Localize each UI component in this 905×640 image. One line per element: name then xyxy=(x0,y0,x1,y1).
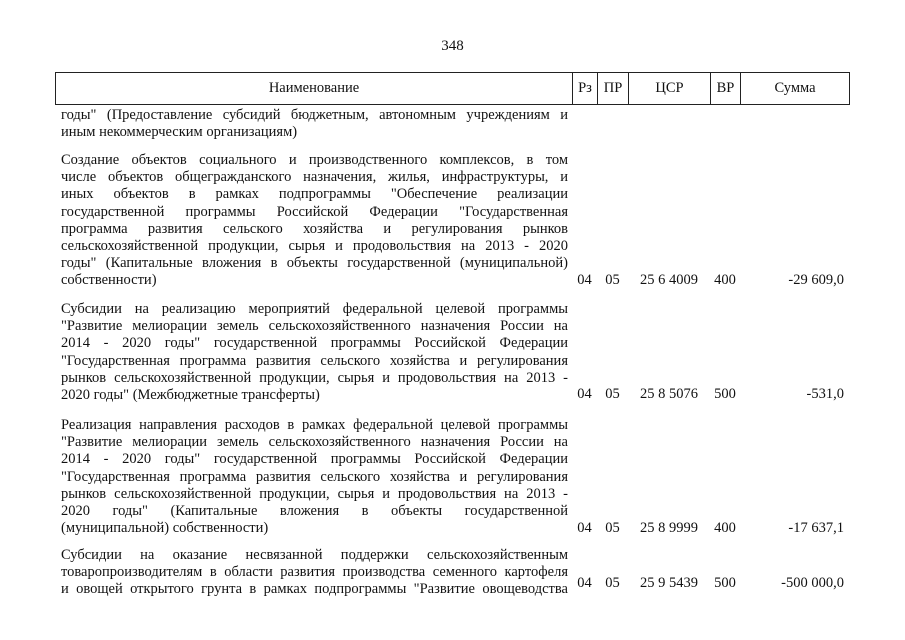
row-line: Реализация направления расходов в рамках федеральной целевой программы xyxy=(61,417,568,433)
row-vr: 500 xyxy=(714,575,736,591)
row-line: и овощей открытого грунта в рамках подпрограммы "Развитие овощеводства xyxy=(61,581,568,598)
row-line: собственности) xyxy=(61,272,157,289)
row-vr: 500 xyxy=(714,386,736,402)
row-rz: 04 xyxy=(577,520,592,536)
row-sum: -29 609,0 xyxy=(788,272,844,288)
table-row xyxy=(55,547,850,603)
row-line: 2020 годы" (Капитальные вложения в объекты государственной xyxy=(61,502,568,519)
row-pr: 05 xyxy=(605,272,620,288)
table-header xyxy=(55,72,850,105)
header-name: Наименование xyxy=(56,73,573,104)
row-name xyxy=(61,107,568,141)
row-rz: 04 xyxy=(577,575,592,591)
table-row xyxy=(55,107,850,143)
row-line: товаропроизводителям в области развития производства семенного картофеля xyxy=(61,564,568,581)
row-line: "Государственная программа развития сельского хозяйства и регулирования xyxy=(61,468,568,485)
row-line: 2014 - 2020 годы" государственной программы Российской Федерации xyxy=(61,335,568,352)
page-number: 348 xyxy=(441,38,464,54)
row-line: "Государственная программа развития сельского хозяйства и регулирования xyxy=(61,352,568,369)
row-pr: 05 xyxy=(605,575,620,591)
row-csr: 25 6 4009 xyxy=(640,272,698,288)
row-rz: 04 xyxy=(577,272,592,288)
row-line: годы" (Капитальные вложения в объекты государственной (муниципальной) xyxy=(61,255,568,272)
row-line: 2014 - 2020 годы" государственной программы Российской Федерации xyxy=(61,451,568,468)
row-line: "Развитие мелиорации земель сельскохозяйственного назначения России на xyxy=(61,434,568,451)
row-line: рынков сельскохозяйственной продукции, сырья и продовольствия на 2013 - xyxy=(61,369,568,386)
row-name xyxy=(61,152,568,290)
row-line: государственной программы Российской Федерации "Государственная xyxy=(61,203,568,220)
row-sum: -500 000,0 xyxy=(781,575,844,591)
header-pr: ПР xyxy=(598,73,629,104)
row-line: "Развитие мелиорации земель сельскохозяйственного назначения России на xyxy=(61,318,568,335)
row-line: Субсидии на реализацию мероприятий федеральной целевой программы xyxy=(61,301,568,317)
table-row xyxy=(55,301,850,407)
row-line: иным некоммерческим организациям) xyxy=(61,124,298,141)
table-row xyxy=(55,152,850,292)
row-line: 2020 годы" (Межбюджетные трансферты) xyxy=(61,386,320,403)
header-vr: ВР xyxy=(711,73,741,104)
row-name xyxy=(61,547,568,599)
header-rz: Рз xyxy=(573,73,598,104)
row-line: числе объектов общегражданского назначения, жилья, инфраструктуры, и xyxy=(61,169,568,186)
row-rz: 04 xyxy=(577,386,592,402)
row-pr: 05 xyxy=(605,520,620,536)
row-csr: 25 8 5076 xyxy=(640,386,698,402)
row-line: Создание объектов социального и производственного комплексов, в том xyxy=(61,152,568,168)
row-vr: 400 xyxy=(714,272,736,288)
row-line: программа развития сельского хозяйства и регулирования рынков xyxy=(61,220,568,237)
row-name xyxy=(61,301,568,404)
row-line: годы" (Предоставление субсидий бюджетным, автономным учреждениям и xyxy=(61,107,568,123)
row-vr: 400 xyxy=(714,520,736,536)
row-line: (муниципальной) собственности) xyxy=(61,520,269,537)
row-sum: -531,0 xyxy=(806,386,844,402)
row-csr: 25 9 5439 xyxy=(640,575,698,591)
row-line: иных объектов в рамках подпрограммы "Обеспечение реализации xyxy=(61,186,568,203)
row-pr: 05 xyxy=(605,386,620,402)
row-name xyxy=(61,417,568,537)
row-line: сельскохозяйственной продукции, сырья и продовольствия на 2013 - 2020 xyxy=(61,237,568,254)
row-sum: -17 637,1 xyxy=(788,520,844,536)
row-line: Субсидии на оказание несвязанной поддержки сельскохозяйственным xyxy=(61,547,568,563)
row-line: рынков сельскохозяйственной продукции, сырья и продовольствия на 2013 - xyxy=(61,485,568,502)
header-sum: Сумма xyxy=(774,80,816,96)
row-csr: 25 8 9999 xyxy=(640,520,698,536)
header-csr: ЦСР xyxy=(629,73,711,104)
table-row xyxy=(55,417,850,541)
